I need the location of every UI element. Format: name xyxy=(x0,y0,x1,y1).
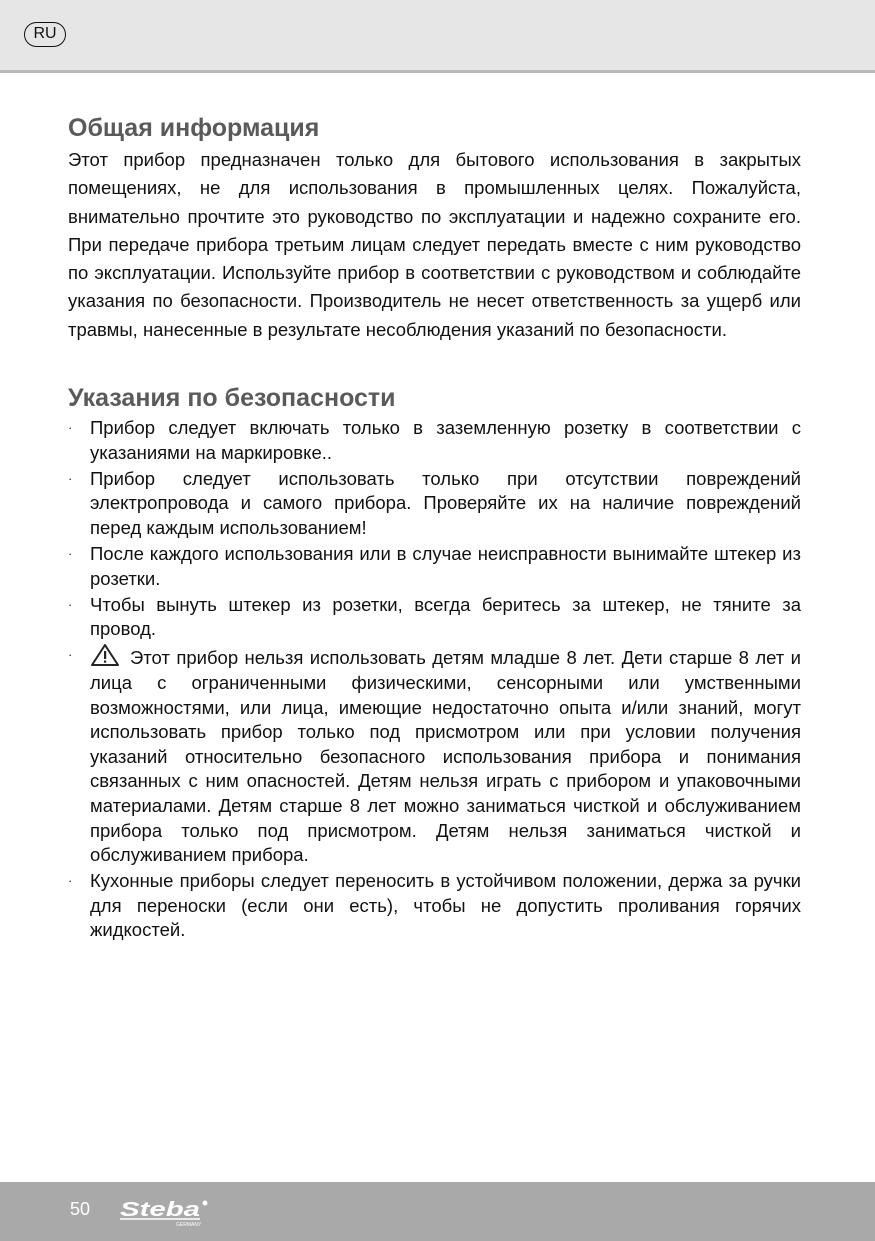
bullet-icon: · xyxy=(68,873,73,889)
bullet-icon: · xyxy=(68,647,73,663)
brand-sub: GERMANY xyxy=(176,1222,202,1228)
page-content xyxy=(68,112,801,945)
header-band xyxy=(0,0,875,73)
bullet-icon: · xyxy=(68,546,73,562)
safety-item: · Кухонные приборы следует переносить в устойчивом положении, держа за ручки для переноски (если они есть), чтобы не допустить проливания горячих жидкостей. xyxy=(68,870,801,941)
safety-item: · Прибор следует включать только в заземленную розетку в соответствии с указаниями на маркировке.. xyxy=(68,417,801,463)
safety-item: · Прибор следует использовать только при отсутствии повреждений электропровода и самого прибора. Проверяйте их на наличие повреждений перед каждым использованием! xyxy=(68,467,801,538)
safety-list xyxy=(68,416,801,943)
safety-item-warning: · Этот прибор нельзя использовать детям младше 8 лет. Дети старше 8 лет и лица с ограниченными физическими, сенсорными или умственными возможностями, или лица, имеющие недостаточно опыта и/или знаний, могут использовать прибор только под присмотром или при условии получения указаний относительно безопасного использования прибора и понимания связанных с ним опасностей. Детям нельзя играть с прибором и упаковочными материалами. Детям старше 8 лет можно заниматься чисткой и обслуживанием прибора только под присмотром. Детям нельзя заниматься чисткой и обслуживанием прибора. xyxy=(68,643,801,867)
warning-triangle-icon xyxy=(90,643,120,667)
page-number: 50 xyxy=(70,1199,91,1219)
bullet-icon: · xyxy=(68,596,73,612)
brand-name: Steba xyxy=(120,1199,200,1221)
general-info-text: Этот прибор предназначен только для бытового использования в закрытых помещениях, не для использования в промышленных целях. Пожалуйста, внимательно прочтите это руководство по эксплуатации и надежно сохраните его. При передаче прибора третьим лицам следует передать вместе с ним руководство по эксплуатации. Используйте прибор в соответствии с руководством и соблюдайте указания по безопасности. Производитель не несет ответственность за ущерб или травмы, нанесенные в результате несоблюдения указаний по безопасности. xyxy=(68,149,801,340)
language-badge: RU xyxy=(24,22,66,47)
safety-item: · Чтобы вынуть штекер из розетки, всегда беритесь за штекер, не тяните за провод. xyxy=(68,593,801,640)
safety-item: · После каждого использования или в случае неисправности вынимайте штекер из розетки. xyxy=(68,543,801,589)
bullet-icon: · xyxy=(68,470,73,486)
safety-title: Указания по безопасности xyxy=(68,384,396,413)
footer-band xyxy=(0,1182,875,1241)
general-info-title: Общая информация xyxy=(68,114,320,142)
bullet-icon: · xyxy=(68,420,73,436)
steba-logo xyxy=(118,1196,210,1228)
